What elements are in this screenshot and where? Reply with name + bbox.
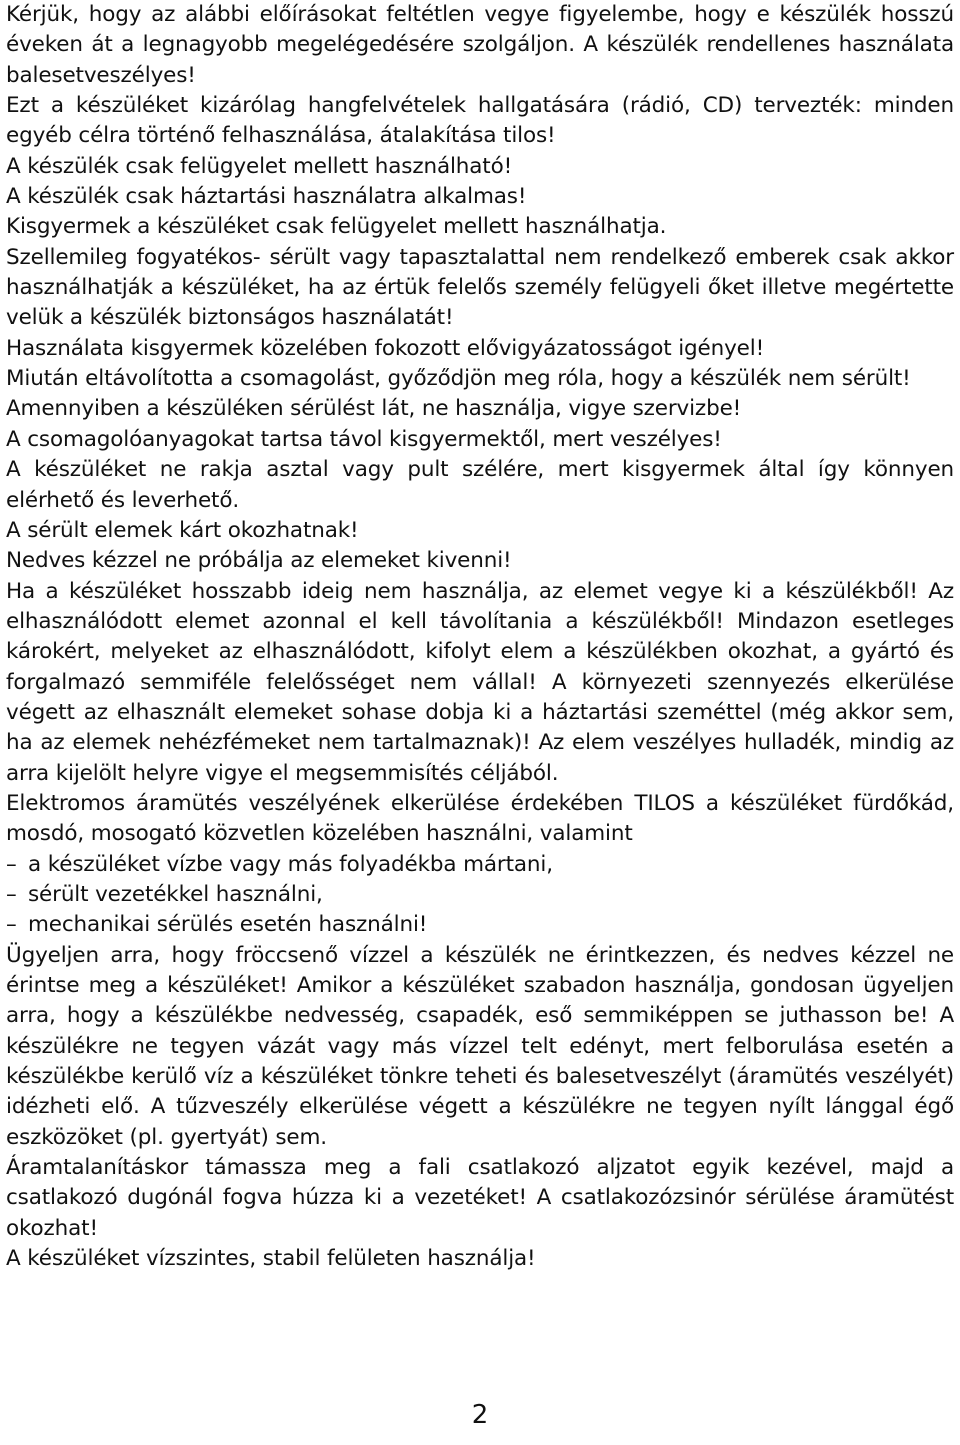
dash-marker: –: [6, 851, 17, 877]
intro-paragraph: Kérjük, hogy az alábbi előírásokat feltétlen vegye figyelembe, hogy e készülék hosszú éveken át a legnagyobb megelégedésére szolgáljon. A készülék rendellenes használata balesetveszélyes!: [6, 2, 954, 88]
intended-use-paragraph: Ezt a készüléket kizárólag hangfelvételek hallgatására (rádió, CD) tervezték: minden egyéb célra történő felhasználása, átalakítása tilos!: [6, 93, 954, 149]
impaired-persons-paragraph: Szellemileg fogyatékos- sérült vagy tapasztalattal nem rendelkező emberek csak akkor használhatják a készüléket, ha az értük felelős személy felügyeli őket illetve megértette velük a készülék biztonságos használatát!: [6, 244, 954, 331]
list-item-text: a készüléket vízbe vagy más folyadékba mártani,: [28, 851, 553, 877]
unpacking-check-paragraph: Miután eltávolította a csomagolást, győződjön meg róla, hogy a készülék nem sérült!: [6, 366, 911, 392]
packaging-warning: A csomagolóanyagokat tartsa távol kisgyermektől, mert veszélyes!: [6, 426, 722, 452]
prohibited-actions-list: [6, 850, 954, 941]
water-safety-paragraph: Ügyeljen arra, hogy fröccsenő vízzel a készülék ne érintkezzen, és nedves kézzel ne érintse meg a készüléket! Amikor a készüléket szabadon használja, gondosan ügyeljen arra, hogy a készülékbe nedvesség, csapadék, eső semmiképpen se juthasson be! A készülékre ne tegyen vázát vagy más vízzel telt edényt, mert felborulása esetén a készülékbe kerülő víz a készüléket tönkre teheti és balesetveszélyt (áramütés veszélyét) idézheti elő. A tűzveszély elkerülése végett a készülékre ne tegyen nyílt lánggal égő eszközöket (pl. gyertyát) sem.: [6, 942, 954, 1150]
list-item: [6, 850, 954, 880]
document-body: [6, 0, 954, 1274]
damage-service-note: Amennyiben a készüléken sérülést lát, ne használja, vigye szervizbe!: [6, 396, 742, 422]
children-caution-note: Használata kisgyermek közelében fokozott elővigyázatosságot igényel!: [6, 335, 765, 361]
dash-marker: –: [6, 881, 17, 907]
children-supervision-note: Kisgyermek a készüléket csak felügyelet mellett használhatja.: [6, 214, 667, 240]
list-item-text: mechanikai sérülés esetén használni!: [28, 912, 428, 938]
damaged-battery-note: A sérült elemek kárt okozhatnak!: [6, 517, 359, 543]
household-use-note: A készülék csak háztartási használatra alkalmas!: [6, 184, 527, 210]
list-item: [6, 880, 954, 910]
placement-warning-paragraph: A készüléket ne rakja asztal vagy pult szélére, mert kisgyermek által így könnyen elérhető és leverhető.: [6, 457, 954, 513]
supervision-warning: A készülék csak felügyelet mellett használható!: [6, 153, 513, 179]
page-number: 2: [471, 1400, 489, 1430]
battery-disposal-paragraph: Ha a készüléket hosszabb ideig nem használja, az elemet vegye ki a készülékből! Az elhasználódott elemet azonnal el kell távolítania a készülékből! Mindazon esetleges károkért, melyeket az elhasználódott, kifolyt elem a készülékben okozhat, a gyártó és forgalmazó semmiféle felelősséget nem vállal! A környezeti szennyezés elkerülése végett az elhasznált elemeket sohase dobja ki a háztartási szeméttel (még akkor sem, ha az elemek nehézfémeket nem tartalmaznak)! Az elem veszélyes hulladék, mindig az arra kijelölt helyre vigye el megsemmisítés céljából.: [6, 578, 954, 786]
list-item-text: sérült vezetékkel használni,: [28, 881, 323, 907]
unplugging-paragraph: Áramtalanításkor támassza meg a fali csatlakozó aljzatot egyik kezével, majd a csatlakozó dugónál fogva húzza ki a vezetéket! A csatlakozózsinór sérülése áramütést okozhat!: [6, 1155, 954, 1241]
electric-shock-paragraph: Elektromos áramütés veszélyének elkerülése érdekében TILOS a készüléket fürdőkád, mosdó, mosogató közvetlen közelében használni, valamint: [6, 790, 954, 847]
dash-marker: –: [6, 912, 17, 938]
stable-surface-note: A készüléket vízszintes, stabil felületen használja!: [6, 1246, 536, 1272]
list-item: [6, 910, 954, 940]
wet-hands-battery-note: Nedves kézzel ne próbálja az elemeket kivenni!: [6, 548, 512, 574]
